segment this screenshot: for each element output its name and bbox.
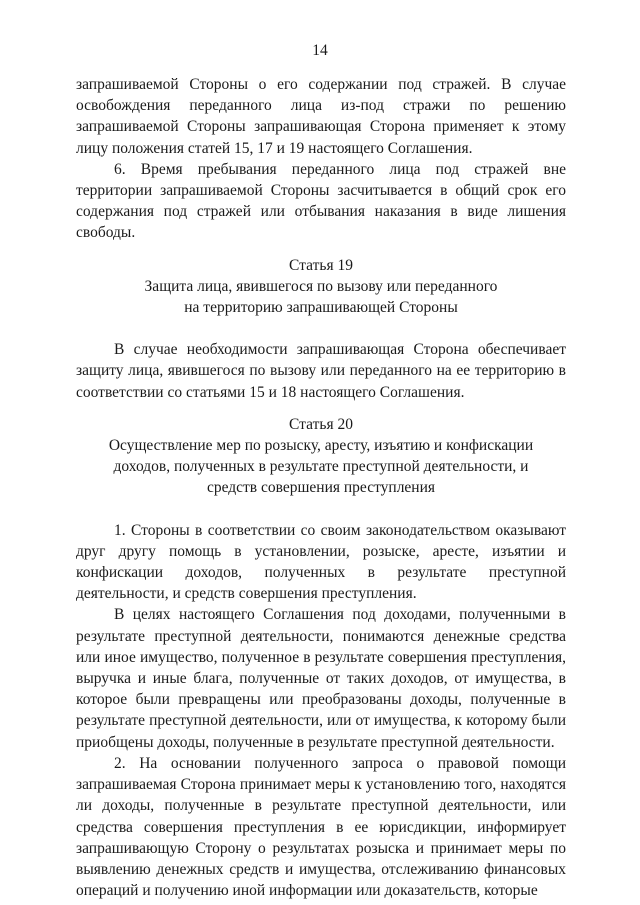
article-19-paragraph: В случае необходимости запрашивающая Сторона обеспечивает защиту лица, явившегося по вызову или переданного на ее территорию в соответствии со статьями 15 и 18 настоящего Соглашения.	[76, 341, 566, 401]
article-19-title: Статья 19	[289, 256, 353, 274]
spacer	[76, 318, 566, 339]
document-body	[76, 74, 566, 901]
spacer	[76, 403, 566, 414]
page-number: 14	[312, 42, 328, 59]
article-20-paragraph-1: 1. Стороны в соответствии со своим законодательством оказывают друг другу помощь в установлении, розыске, аресте, изъятии и конфискации доходов, полученных в результате преступной деятельности, и средств совершения преступления.	[76, 521, 566, 603]
article-20-paragraph-3: 2. На основании полученного запроса о правовой помощи запрашиваемая Сторона принимает меры к установлению того, находятся ли доходы, полученные в результате преступной деятельности, или средства совершения преступления в ее юрисдикции, информирует запрашивающую Сторону о результатах розыска и принимает меры по выявлению денежных средств и имущества, отслеживанию финансовых операций и получению иной информации или доказательств, которые	[76, 754, 566, 900]
article-20-paragraph-2: В целях настоящего Соглашения под доходами, полученными в результате преступной деятельности, понимаются денежные средства или иное имущество, полученное в результате совершения преступления, выручка и иные блага, полученные от таких доходов, от имущества, в которое были превращены или преобразованы доходы, полученные в результате преступной деятельности, или от имущества, к которому были приобщены доходы, полученные в результате преступной деятельности.	[76, 606, 566, 751]
article-19-heading: Защита лица, явившегося по вызову или переданного на территорию запрашивающей Стороны	[144, 277, 498, 317]
spacer	[76, 499, 566, 520]
paragraph-continuation: запрашиваемой Стороны о его содержании под стражей. В случае освобождения переданного лица из-под стражи по решению запрашиваемой Стороны запрашивающая Сторона применяет к этому лицу положения статей 15, 17 и 19 настоящего Соглашения.	[76, 76, 566, 157]
paragraph-item-6: 6. Время пребывания переданного лица под стражей вне территории запрашиваемой Стороны засчитывается в общий срок его содержания под стражей или отбывания наказания в виде лишения свободы.	[76, 160, 566, 242]
spacer	[76, 244, 566, 255]
article-20-title: Статья 20	[289, 415, 353, 433]
article-20-heading: Осуществление мер по розыску, аресту, изъятию и конфискации доходов, полученных в результате преступной деятельности, и средств совершения преступления	[108, 437, 534, 497]
